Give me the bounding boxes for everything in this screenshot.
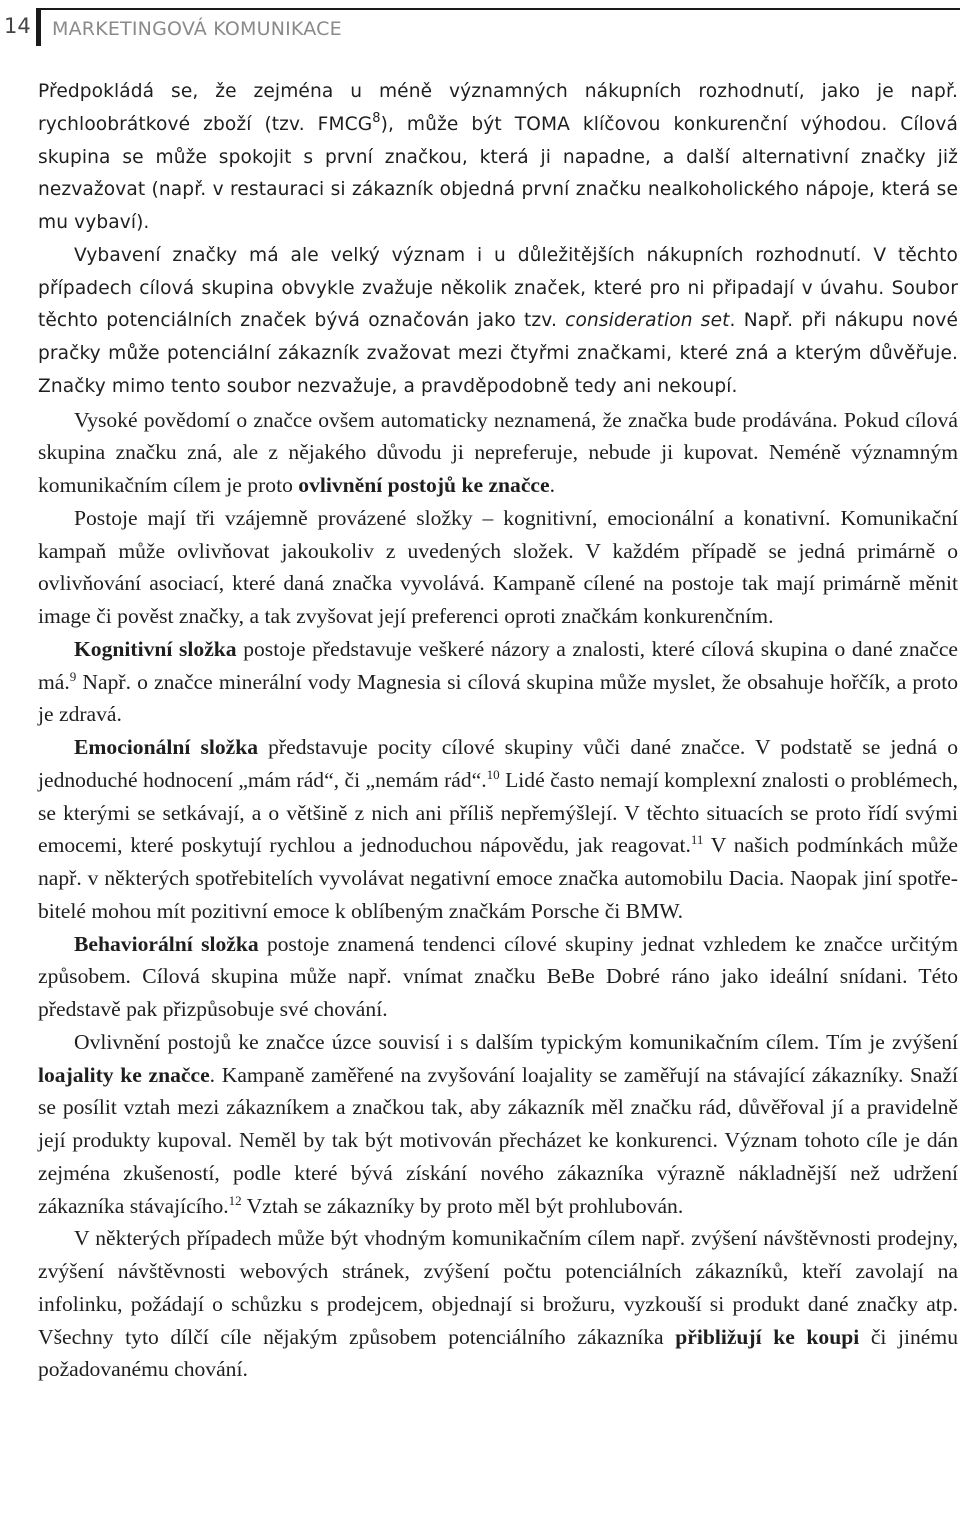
text-span: Postoje mají tři vzájemně provázené složky – kognitivní, emocionální a konativní. Komunikační kampaň může ovlivňovat jakoukoliv z uvedených složek. V každém případě se jedná primárně o ovlivňování asociací, které daná značka vyvolává. Kampaně cílené na postoje tak mají primárně měnit image či pověst značky, a tak zvyšovat její preferenci oproti značkám konkurenčním.	[38, 505, 958, 628]
footnote-ref[interactable]: 10	[486, 766, 500, 782]
term-bold: ovlivnění postojů ke značce	[298, 473, 550, 497]
header-horizontal-rule	[36, 8, 960, 10]
term-italic: consideration set	[565, 310, 730, 332]
text-span: ), může být TOMA klíčovou konkurenční výhodou. Cílová skupina se může spokojit s první značkou, která ji napadne, a další alternativní značky již nezvažovat (např. v restauraci si zákazník objedná první značku nealkoholického nápoje, která se mu vybaví).	[38, 113, 958, 233]
footnote-ref[interactable]: 8	[372, 110, 381, 126]
text-span: Lidé často nemají komplexní znalosti o problémech, se kterými se setkávají, a o většině z nich ani příliš nepřemýšlejí. V těchto situacích se proto řídí svými emocemi, které poskytují rychlou a jednoduchou nápovědu, jak reagovat.	[38, 767, 958, 858]
term-bold: Behaviorální složka	[74, 931, 259, 956]
text-span: Např. o značce minerální vody Magnesia si cílová skupina může myslet, že obsahuje hořčík, a proto je zdravá.	[38, 669, 958, 727]
paragraph-8	[38, 1026, 958, 1223]
page-number: 14	[4, 14, 31, 38]
paragraph-5	[38, 633, 958, 731]
text-span: V našich podmínkách může např. v některých spotřebitelích vyvolávat negativní emoce značka automobilu Dacia. Naopak jiní spotřebitelé mohou mít pozitivní emoce k oblíbeným značkám Porsche či BMW.	[38, 833, 958, 923]
term-bold: Kognitivní složka	[74, 636, 237, 661]
paragraph-3	[38, 404, 958, 502]
text-span: . Kampaně zaměřené na zvyšování loajality se zaměřují na stávající zákazníky. Snaží se posílit vztah mezi zákazníkem a značkou tak, aby zákazník měl značku rád, důvěřoval jí a pravidelně její produkty kupoval. Neměl by tak být motivován přecházet ke konkurenci. Význam tohoto cíle je dán zejména zkušeností, podle které bývá získání nového zákazníka výrazně nákladnější než udržení zákazníka stávajícího.	[38, 1062, 958, 1218]
text-span: Vybavení značky má ale velký význam i u důležitějších nákupních rozhodnutí. V těchto případech cílová skupina obvykle zvažuje několik značek, které pro ni připadají v úvahu. Soubor těchto potenciálních značek bývá označován jako tzv.	[38, 244, 958, 332]
running-title: MARKETINGOVÁ KOMUNIKACE	[52, 18, 342, 40]
paragraph-9	[38, 1222, 958, 1386]
text-span: postoje představuje veškeré názory a znalosti, které cílová skupina o dané značce má.	[38, 636, 958, 694]
paragraph-7	[38, 928, 958, 1026]
page-header	[0, 0, 960, 60]
text-span: V některých případech může být vhodným komunikačním cílem např. zvýšení návštěvnosti prodejny, zvýšení návštěvnosti webových stránek, zvýšení počtu potenciálních zákazníků, kteří zavolají na infolinku, požádají o schůzku s prodejcem, objednají si brožuru, vyzkouší si produkt dané značky atp. Všechny tyto dílčí cíle nějakým způsobem potenciálního zákazníka	[38, 1226, 958, 1349]
footnote-ref[interactable]: 9	[69, 668, 77, 684]
paragraph-6	[38, 731, 958, 928]
text-span: . Např. při nákupu nové pračky může potenciální zákazník zvažovat mezi čtyřmi značkami, které zná a kterým důvěřuje. Značky mimo tento soubor nezvažuje, a pravděpodobně tedy ani nekoupí.	[38, 310, 958, 397]
term-bold: přibližují ke koupi	[675, 1324, 860, 1349]
paragraph-2	[38, 240, 958, 404]
term-bold: loajality ke značce	[38, 1062, 210, 1087]
header-vertical-rule	[36, 8, 41, 46]
footnote-ref[interactable]: 12	[228, 1192, 242, 1208]
text-span: představuje pocity cílové skupiny vůči dané značce. V podstatě se jedná o jednoduché hodnocení „mám rád“, či „nemám rád“.	[38, 735, 958, 792]
text-span: Vztah se zákazníky by proto měl být prohlubován.	[241, 1193, 684, 1218]
paragraph-1	[38, 76, 958, 240]
text-span: či jinému požadovanému chování.	[38, 1324, 958, 1382]
footnote-ref[interactable]: 11	[690, 832, 704, 848]
text-span: Předpokládá se, že zejména u méně významných nákupních rozhodnutí, jako je např. rychloobrátkové zboží (tzv. FMCG	[38, 81, 958, 135]
text-span: .	[549, 473, 555, 497]
paragraph-4	[38, 502, 958, 633]
text-span: Vysoké povědomí o značce ovšem automaticky neznamená, že značka bude prodávána. Pokud cílová skupina značku zná, ale z nějakého důvodu ji nepreferuje, nebude ji kupovat. Neméně významným komunikačním cílem je proto	[38, 407, 958, 497]
text-span: Ovlivnění postojů ke značce úzce souvisí i s dalším typickým komunikačním cílem. Tím je zvýšení	[74, 1029, 958, 1054]
term-bold: Emocionální složka	[74, 735, 259, 759]
text-span: postoje znamená tendenci cílové skupiny jednat vzhledem ke značce určitým způsobem. Cílová skupina může např. vnímat značku BeBe Dobré ráno jako ideální snídani. Této představě pak přizpůsobuje své chování.	[38, 931, 958, 1021]
body-text	[38, 76, 958, 1386]
